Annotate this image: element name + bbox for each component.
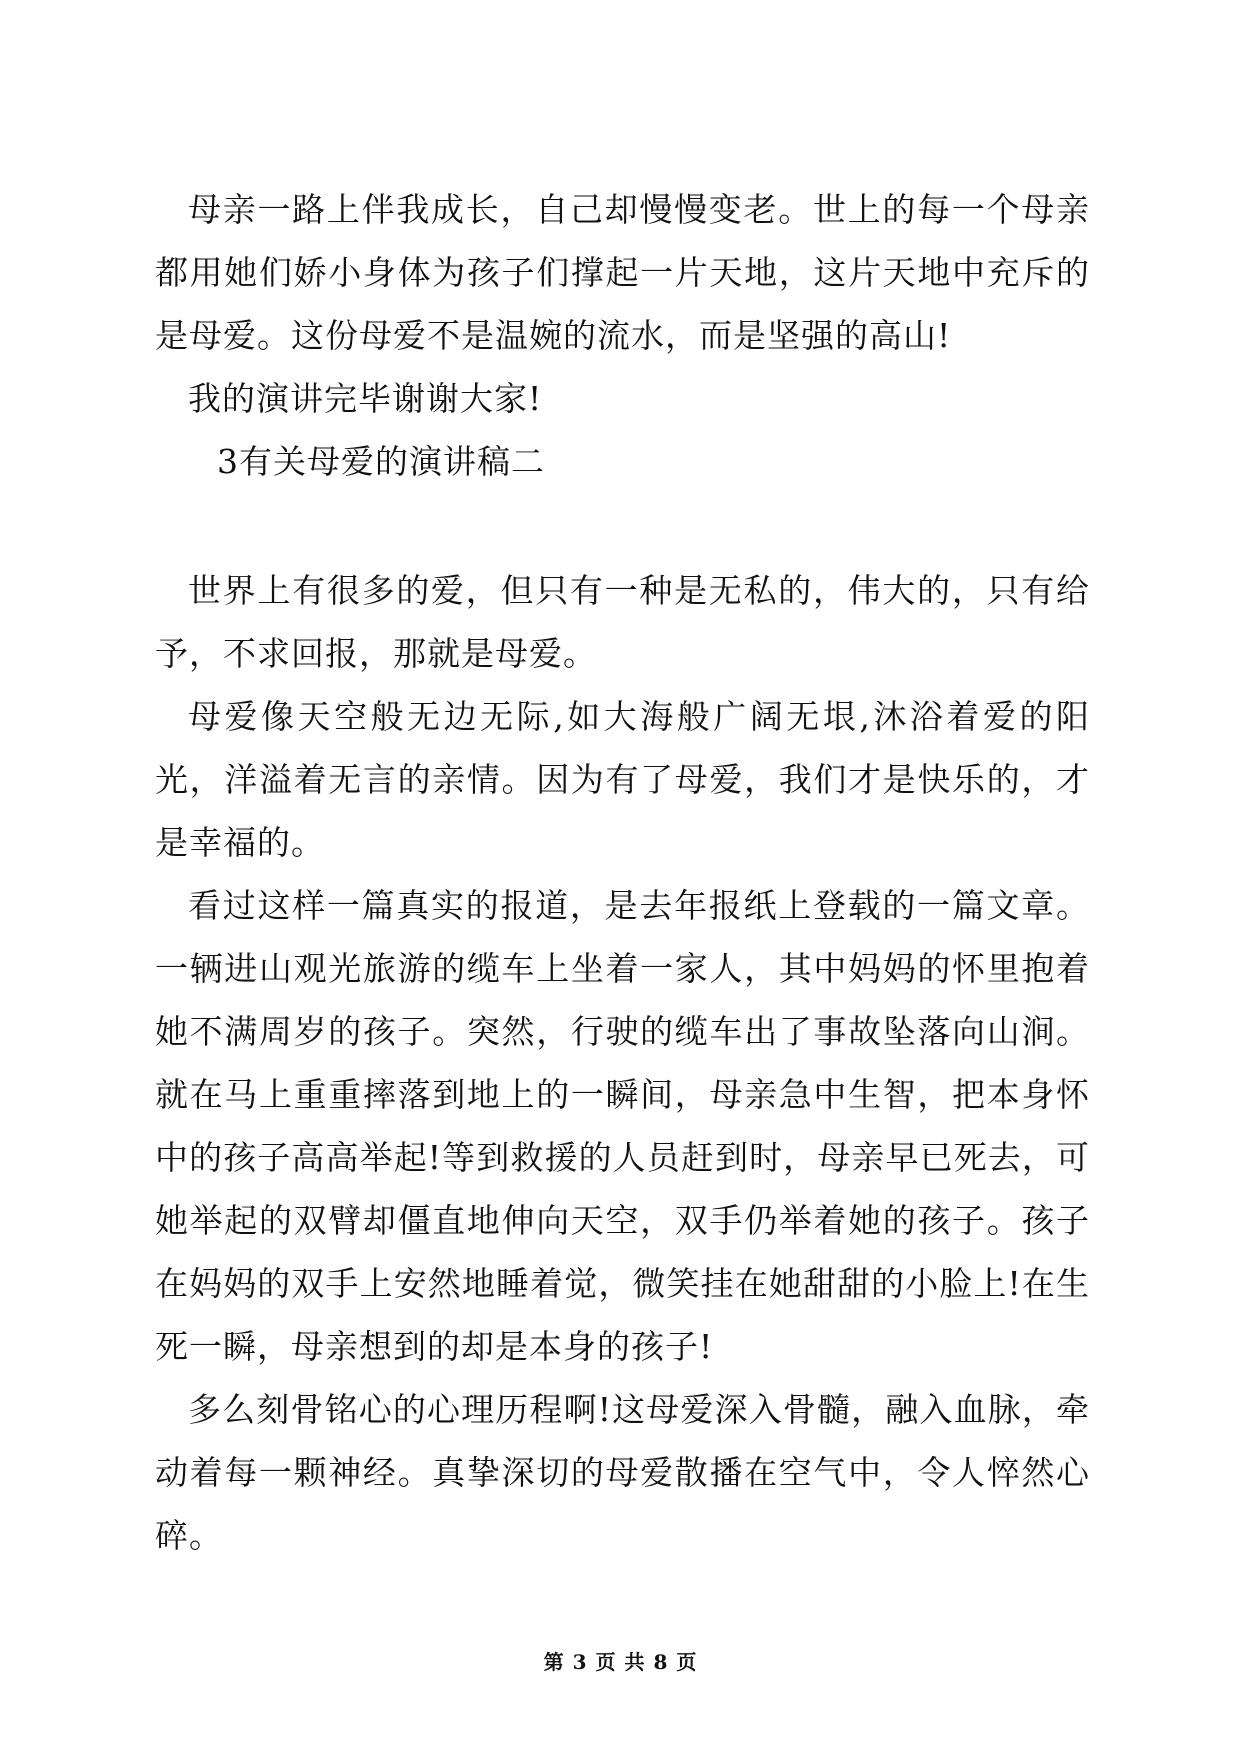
paragraph: 母亲一路上伴我成长，自己却慢慢变老。世上的每一个母亲都用她们娇小身体为孩子们撑起一片天地，这片天地中充斥的是母爱。这份母爱不是温婉的流水，而是坚强的高山! — [155, 190, 1090, 355]
page-number-footer: 第 3 页 共 8 页 — [543, 1650, 698, 1674]
paragraph: 母爱像天空般无边无际,如大海般广阔无垠,沐浴着爱的阳光，洋溢着无言的亲情。因为有了母爱，我们才是快乐的，才是幸福的。 — [155, 697, 1090, 862]
paragraph: 我的演讲完毕谢谢大家! — [188, 379, 543, 418]
document-body — [155, 178, 1090, 1567]
paragraph: 世界上有很多的爱，但只有一种是无私的，伟大的，只有给予，不求回报，那就是母爱。 — [155, 571, 1090, 673]
paragraph: 看过这样一篇真实的报道，是去年报纸上登载的一篇文章。一辆进山观光旅游的缆车上坐着一家人，其中妈妈的怀里抱着她不满周岁的孩子。突然，行驶的缆车出了事故坠落向山涧。就在马上重重摔落到地上的一瞬间，母亲急中生智，把本身怀中的孩子高高举起!等到救援的人员赶到时，母亲早已死去，可她举起的双臂却僵直地伸向天空，双手仍举着她的孩子。孩子在妈妈的双手上安然地睡着觉，微笑挂在她甜甜的小脸上!在生死一瞬，母亲想到的却是本身的孩子! — [155, 886, 1090, 1366]
section-heading: 3有关母爱的演讲稿二 — [217, 442, 545, 481]
paragraph: 多么刻骨铭心的心理历程啊!这母爱深入骨髓，融入血脉，牵动着每一颗神经。真挚深切的母爱散播在空气中，令人悴然心碎。 — [155, 1390, 1090, 1555]
